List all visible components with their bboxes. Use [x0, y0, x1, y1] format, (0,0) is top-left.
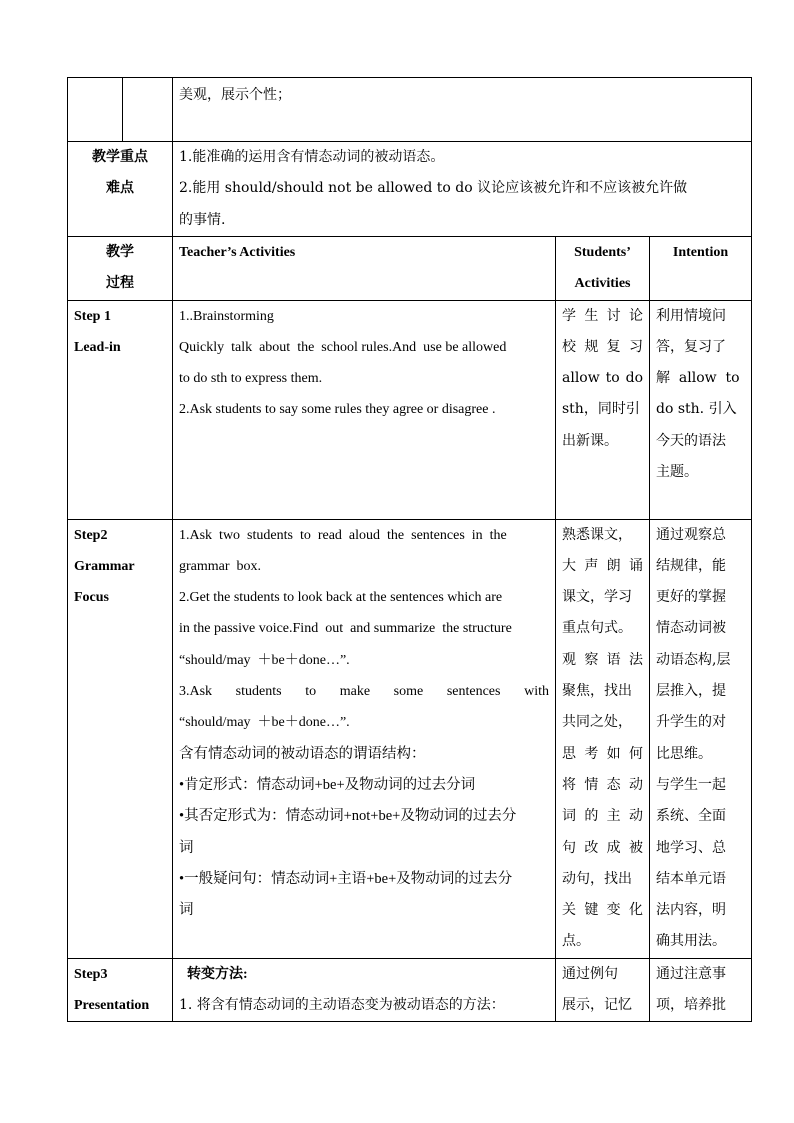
- step2-teacher: [173, 519, 556, 958]
- step2-intention: [650, 519, 752, 958]
- key-point-line: 2.能用 should/should not be allowed to do 议论应该被允许和不应该被允许做: [179, 180, 688, 197]
- intention-line: 通过注意事: [656, 965, 726, 982]
- step2-label-line3: Focus: [74, 590, 109, 606]
- teacher-line: 转变方法:: [187, 966, 248, 982]
- students-line: 通过例句: [562, 965, 618, 982]
- teacher-line: “should/may ＋be＋done…”.: [179, 715, 350, 731]
- students-line: 大声朗诵: [562, 557, 643, 574]
- teacher-line: 1. 将含有情态动词的主动语态变为被动语态的方法：: [179, 997, 505, 1014]
- teacher-line: “should/may ＋be＋done…”.: [179, 652, 350, 668]
- intention-line: 层推入，提: [656, 683, 726, 700]
- step3-teacher: [173, 958, 556, 1022]
- teacher-line: 1..Brainstorming: [179, 308, 274, 324]
- empty-cell: [68, 78, 123, 142]
- step1-teacher: [173, 300, 556, 519]
- students-header-line1: Students’: [574, 245, 631, 260]
- step3-label: [68, 958, 173, 1022]
- row-continuation: [68, 78, 752, 142]
- intention-line: 通过观察总: [656, 526, 726, 543]
- students-line: 动句，找出: [562, 870, 632, 887]
- intention-header: Intention: [650, 237, 752, 301]
- students-line: 出新课。: [562, 432, 618, 449]
- continuation-text: 美观，展示个性；: [173, 78, 752, 142]
- teacher-line: •肯定形式：情态动词+be+及物动词的过去分词: [179, 776, 476, 793]
- step2-students: [556, 519, 650, 958]
- students-header-line2: Activities: [574, 276, 631, 292]
- students-line: 关键变化: [562, 902, 643, 919]
- students-line: 将情态动: [562, 776, 643, 793]
- intention-line: 主题。: [656, 464, 698, 481]
- students-line: 课文，学习: [562, 589, 632, 606]
- process-header-line2: 过程: [106, 276, 134, 292]
- intention-line: 升学生的对: [656, 714, 726, 731]
- students-line: 思考如何: [562, 745, 643, 762]
- intention-line: 利用情境问: [656, 307, 726, 324]
- teacher-line: to do sth to express them.: [179, 371, 323, 387]
- intention-line: 解 allow to: [656, 370, 740, 387]
- empty-cell: [123, 78, 173, 142]
- students-line: 重点句式。: [562, 620, 632, 637]
- intention-line: 更好的掌握: [656, 589, 726, 606]
- intention-line: 法内容，明: [656, 902, 726, 919]
- key-points-label: [68, 142, 173, 237]
- row-key-points: [68, 142, 752, 237]
- students-line: 点。: [562, 933, 590, 950]
- students-line: 熟悉课文，: [562, 526, 632, 543]
- teacher-line: 1.Ask two students to read aloud the sentences in the: [179, 527, 507, 543]
- step1-intention: [650, 300, 752, 519]
- step2-label-line2: Grammar: [74, 558, 135, 574]
- teacher-line: grammar box.: [179, 558, 262, 574]
- students-line: sth，同时引: [562, 401, 640, 418]
- students-line: 学生讨论: [562, 307, 643, 324]
- step1-label: [68, 300, 173, 519]
- key-points-content: [173, 142, 752, 237]
- teacher-line: •其否定形式为：情态动词+not+be+及物动词的过去分: [179, 808, 517, 825]
- teacher-activities-header: Teacher’s Activities: [173, 237, 556, 301]
- row-step3: [68, 958, 752, 1022]
- step1-students: [556, 300, 650, 519]
- teacher-line: 2.Get the students to look back at the sentences which are: [179, 590, 503, 606]
- intention-line: 结规律，能: [656, 557, 726, 574]
- teacher-line: in the passive voice.Find out and summarize the structure: [179, 621, 512, 637]
- students-line: 校规复习: [562, 338, 643, 355]
- step3-intention: [650, 958, 752, 1022]
- intention-line: 项，培养批: [656, 997, 726, 1014]
- step3-label-line2: Presentation: [74, 998, 150, 1014]
- key-points-label-line1: 教学重点: [92, 150, 148, 165]
- step3-students: [556, 958, 650, 1022]
- teacher-line: 词: [179, 902, 194, 919]
- teacher-line: 2.Ask students to say some rules they agree or disagree .: [179, 402, 496, 418]
- intention-line: 今天的语法: [656, 432, 726, 449]
- intention-line: 结本单元语: [656, 870, 726, 887]
- students-line: 共同之处，: [562, 714, 632, 731]
- step1-label-line2: Lead-in: [74, 339, 121, 355]
- students-line: 句改成被: [562, 839, 643, 856]
- key-point-line: 1.能准确的运用含有情态动词的被动语态。: [179, 149, 445, 165]
- intention-line: 确其用法。: [656, 933, 726, 950]
- students-line: 观察语法: [562, 651, 643, 668]
- teacher-line: 词: [179, 839, 194, 856]
- step3-label-line1: Step3: [74, 966, 108, 982]
- intention-line: 与学生一起: [656, 776, 726, 793]
- students-line: allow to do: [562, 370, 643, 387]
- students-line: 聚焦，找出: [562, 683, 632, 700]
- students-activities-header: [556, 237, 650, 301]
- intention-line: 系统、全面: [656, 808, 726, 825]
- key-points-label-line2: 难点: [106, 181, 134, 197]
- intention-line: do sth. 引入: [656, 401, 737, 418]
- process-header: [68, 237, 173, 301]
- key-point-line: 的事情.: [179, 211, 226, 228]
- step2-label-line1: Step2: [74, 527, 108, 543]
- intention-line: 比思维。: [656, 745, 712, 762]
- intention-line: 情态动词被: [656, 620, 726, 637]
- row-step1: [68, 300, 752, 519]
- intention-line: 地学习、总: [656, 839, 726, 856]
- lesson-plan-table: [67, 77, 752, 1022]
- step2-label: [68, 519, 173, 958]
- students-line: 词的主动: [562, 808, 643, 825]
- intention-line: 答，复习了: [656, 338, 726, 355]
- step1-label-line1: Step 1: [74, 308, 111, 324]
- teacher-line: •一般疑问句：情态动词+主语+be+及物动词的过去分: [179, 870, 513, 887]
- intention-line: 动语态构,层: [656, 651, 731, 668]
- students-line: 展示，记忆: [562, 997, 632, 1014]
- teacher-line: 含有情态动词的被动语态的谓语结构：: [179, 745, 426, 762]
- row-header: [68, 237, 752, 301]
- teacher-line: 3.Ask students to make some sentences with: [179, 684, 549, 700]
- teacher-line: Quickly talk about the school rules.And use be allowed: [179, 339, 507, 355]
- row-step2: [68, 519, 752, 958]
- process-header-line1: 教学: [106, 245, 134, 260]
